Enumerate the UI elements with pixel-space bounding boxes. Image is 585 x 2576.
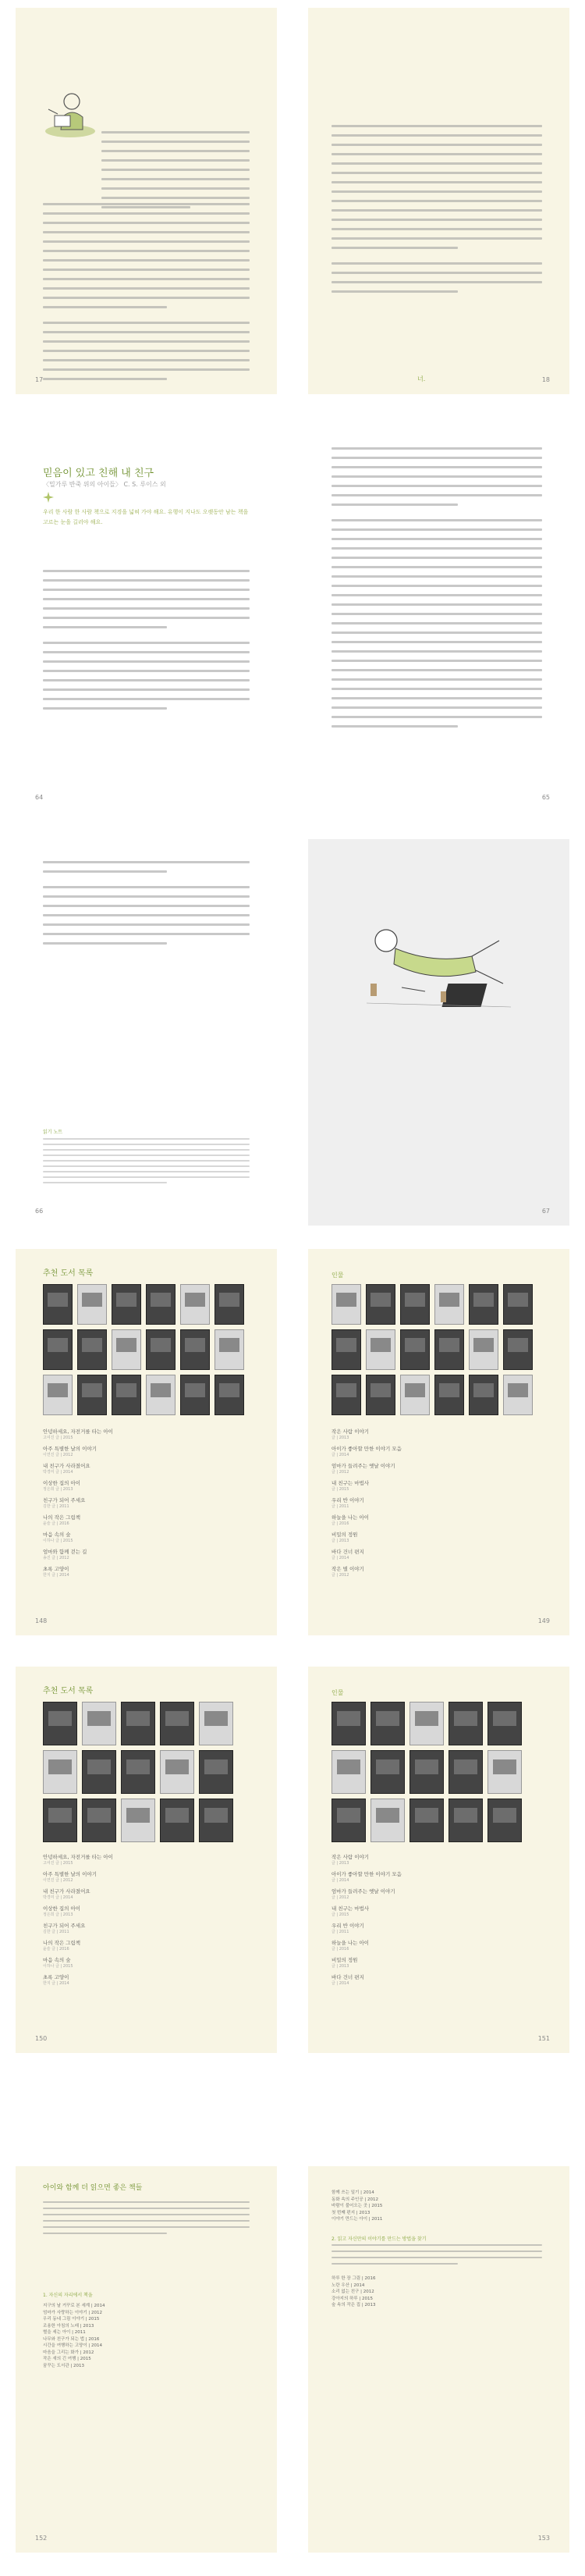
body-text: [43, 570, 250, 717]
book-cover-grid: [43, 1284, 244, 1415]
spread1-right-page: [308, 8, 569, 394]
page-number: 17: [35, 376, 44, 383]
section-label: 인물: [332, 1689, 344, 1696]
list-item: 우리 동네 그림 이야기 | 2015: [43, 2317, 100, 2322]
book-cover: [400, 1375, 430, 1415]
list-item: 이야기 만드는 아이 | 2011: [332, 2217, 383, 2222]
reading-note: [43, 1128, 250, 1187]
list-item: 꿈꾸는 도서관 | 2013: [43, 2363, 84, 2368]
list-item: 안녕하세요, 자전거를 타는 아이 고여진 글 | 2015: [43, 1429, 113, 1440]
list-item: 하늘을 나는 아이 글 | 2016: [332, 1514, 370, 1526]
spread5-left-page: [16, 1667, 277, 2053]
book-cover: [121, 1750, 155, 1794]
book-cover: [503, 1284, 533, 1325]
page-number: 66: [35, 1208, 44, 1215]
book-cover: [434, 1375, 464, 1415]
list-item: 마음 속의 숲 이하나 글 | 2015: [43, 1957, 73, 1969]
reading-list-heading: 아이와 함께 더 읽으면 좋은 책들: [43, 2184, 143, 2192]
reading-child-illustration: [39, 86, 101, 141]
page-number: 153: [537, 2535, 550, 2542]
book-cover: [43, 1702, 77, 1745]
list-item: 우리 반 이야기 글 | 2011: [332, 1497, 364, 1509]
list-item: 아주 특별한 날의 이야기 이연진 글 | 2012: [43, 1871, 97, 1883]
book-cover: [146, 1375, 176, 1415]
list-item: 아주 특별한 날의 이야기 이연진 글 | 2012: [43, 1446, 97, 1457]
list-item: 이상한 집의 아이 정은희 글 | 2013: [43, 1480, 81, 1492]
reading-list-top: [332, 2190, 542, 2223]
page-number: 148: [35, 1617, 48, 1624]
list-item: 초록 고양이 한지 글 | 2014: [43, 1974, 69, 1986]
list-item: 작은 새의 긴 여행 | 2015: [43, 2357, 91, 2361]
book-cover: [214, 1284, 244, 1325]
book-cover: [82, 1799, 116, 1842]
body-text-2: [43, 203, 250, 387]
page-number: 67: [541, 1208, 550, 1215]
spread6-right-page: [308, 2166, 569, 2553]
list-item: 나의 작은 그림책 윤슬 글 | 2016: [43, 1940, 81, 1952]
book-cover: [160, 1702, 194, 1745]
body-text: [332, 125, 542, 300]
body-text: [332, 447, 542, 735]
list-item: 비밀의 정원 글 | 2013: [332, 1957, 358, 1969]
book-cover: [121, 1702, 155, 1745]
list-item: 엄마가 들려주는 옛날 이야기 글 | 2012: [332, 1888, 395, 1900]
body-text: [332, 2244, 542, 2269]
list-item: 강아지의 하루 | 2015: [332, 2296, 373, 2301]
list-item: 숲 속의 작은 집 | 2013: [332, 2303, 376, 2307]
note-label: 읽기 노트: [43, 1130, 63, 1135]
list-item: 작은 사람 이야기 글 | 2013: [332, 1429, 370, 1440]
book-cover: [77, 1375, 107, 1415]
list-heading: 1. 자신의 자리에서 책을: [43, 2293, 93, 2298]
book-list: [332, 1854, 542, 1991]
list-item: 작은 사람 이야기 글 | 2013: [332, 1854, 370, 1866]
list-item: 함께 쓰는 일기 | 2014: [332, 2190, 374, 2195]
list-item: 마음을 그리는 화가 | 2012: [43, 2350, 94, 2355]
spread2-right-page: [308, 425, 569, 812]
book-cover: [214, 1329, 244, 1370]
book-cover: [469, 1329, 498, 1370]
list-item: 내 친구는 마법사 글 | 2015: [332, 1480, 370, 1492]
book-cover: [199, 1750, 233, 1794]
spread6-left-page: [16, 2166, 277, 2553]
book-cover: [332, 1702, 366, 1745]
list-item: 작은 별 이야기 글 | 2012: [332, 1566, 364, 1578]
book-cover: [410, 1702, 444, 1745]
section-label: 인물: [332, 1272, 344, 1279]
book-cover-grid: [332, 1702, 522, 1842]
list-item: 바다 건너 편지 글 | 2014: [332, 1549, 364, 1560]
list-item: 친구가 되어 주세요 김한 글 | 2011: [43, 1923, 86, 1934]
booklist-heading: 추천 도서 목록: [43, 1269, 94, 1278]
book-cover: [503, 1329, 533, 1370]
list-item: 하늘을 나는 아이 글 | 2016: [332, 1940, 370, 1952]
book-cover: [121, 1799, 155, 1842]
book-cover-grid: [332, 1284, 533, 1415]
list-item: 하루 한 장 그림 | 2016: [332, 2276, 376, 2281]
book-cover: [112, 1375, 141, 1415]
book-cover: [180, 1375, 210, 1415]
book-cover: [180, 1284, 210, 1325]
page-number: 18: [541, 376, 550, 383]
book-cover: [370, 1750, 405, 1794]
body-text: [43, 861, 250, 952]
reading-list: [43, 2303, 250, 2369]
list-item: 아이가 좋아할 만한 이야기 모음 글 | 2014: [332, 1871, 402, 1883]
page-number: 64: [35, 794, 44, 801]
book-cover: [199, 1702, 233, 1745]
list-item: 나의 작은 그림책 윤슬 글 | 2016: [43, 1514, 81, 1526]
reading-list: [332, 2275, 542, 2309]
book-cover: [469, 1284, 498, 1325]
book-cover: [469, 1375, 498, 1415]
book-cover: [43, 1284, 73, 1325]
book-cover: [366, 1375, 395, 1415]
spread1-left-page: [16, 8, 277, 394]
page-number: 150: [35, 2035, 48, 2042]
spread3-right-page: [308, 839, 569, 1226]
book-list: [43, 1854, 250, 1991]
list-item: 노란 우산 | 2014: [332, 2282, 365, 2288]
book-cover: [332, 1375, 361, 1415]
list-item: 안녕하세요, 자전거를 타는 아이 고여진 글 | 2015: [43, 1854, 113, 1866]
book-cover: [199, 1799, 233, 1842]
list-item: 우리 반 이야기 글 | 2011: [332, 1923, 364, 1934]
chapter-subtitle: 〈밀가루 반죽 위의 아이들〉 C. S. 루이스 외: [43, 481, 166, 488]
list-item: 소리 없는 친구 | 2012: [332, 2290, 374, 2294]
list-item: 동화 속의 주인공 | 2012: [332, 2197, 379, 2202]
spread3-left-page: [16, 839, 277, 1226]
page-number: 151: [537, 2035, 550, 2042]
list-item: 비밀의 정원 글 | 2013: [332, 1532, 358, 1543]
spread4-left-page: [16, 1249, 277, 1635]
book-cover: [370, 1799, 405, 1842]
book-cover: [77, 1284, 107, 1325]
spread4-right-page: [308, 1249, 569, 1635]
book-cover: [77, 1329, 107, 1370]
book-cover: [370, 1702, 405, 1745]
book-cover: [160, 1750, 194, 1794]
book-cover: [488, 1750, 522, 1794]
list-item: 나무와 친구가 되는 법 | 2016: [43, 2336, 100, 2342]
book-cover: [146, 1284, 176, 1325]
book-cover: [366, 1284, 395, 1325]
book-cover: [43, 1799, 77, 1842]
list-item: 엄마가 들려주는 옛날 이야기 글 | 2012: [332, 1463, 395, 1475]
book-cover: [448, 1750, 483, 1794]
book-cover: [180, 1329, 210, 1370]
book-cover: [82, 1750, 116, 1794]
spread5-right-page: [308, 1667, 569, 2053]
book-cover: [434, 1329, 464, 1370]
list-item: 별을 세는 아이 | 2011: [43, 2330, 86, 2335]
list-item: 내 친구가 사라졌어요 박경미 글 | 2014: [43, 1888, 90, 1900]
book-cover: [43, 1375, 73, 1415]
book-list: [332, 1429, 542, 1583]
book-cover: [146, 1329, 176, 1370]
book-cover: [488, 1702, 522, 1745]
body-text: [43, 2201, 250, 2239]
book-cover: [434, 1284, 464, 1325]
spread2-left-page: [16, 425, 277, 812]
book-cover: [43, 1329, 73, 1370]
book-cover: [503, 1375, 533, 1415]
list-item: 바다 건너 편지 글 | 2014: [332, 1974, 364, 1986]
booklist-heading: 추천 도서 목록: [43, 1687, 94, 1695]
intro-text: 우리 한 사람 한 사람 책으로 지경을 넓혀 가야 해요. 유행이 지나도 오랫동안 남는 책을 고르는 눈을 길러야 해요.: [43, 509, 249, 525]
book-cover: [112, 1284, 141, 1325]
sparkle-icon: [43, 492, 54, 503]
book-cover: [332, 1329, 361, 1370]
book-list: [43, 1429, 250, 1583]
list-item: 내 친구는 마법사 글 | 2015: [332, 1905, 370, 1917]
list-item: 조용한 아침의 노래 | 2013: [43, 2323, 94, 2329]
book-cover: [332, 1284, 361, 1325]
list-item: 지구의 날 거꾸로 본 세계 | 2014: [43, 2304, 105, 2308]
book-cover: [448, 1702, 483, 1745]
list-item: 이상한 집의 아이 정은희 글 | 2013: [43, 1905, 81, 1917]
book-cover: [410, 1750, 444, 1794]
book-cover: [82, 1702, 116, 1745]
list-item: 엄마가 사랑하는 이야기 | 2012: [43, 2310, 102, 2315]
book-cover: [400, 1329, 430, 1370]
book-cover: [112, 1329, 141, 1370]
book-cover: [214, 1375, 244, 1415]
list-item: 바람이 불어오는 곳 | 2015: [332, 2204, 383, 2208]
book-cover: [400, 1284, 430, 1325]
chapter-title: 믿음이 있고 친해 내 친구: [43, 468, 154, 479]
list-heading: 2. 읽고 자신만의 이야기를 만드는 방법을 찾기: [332, 2236, 427, 2242]
page-number: 149: [537, 1617, 550, 1624]
list-item: 친구가 되어 주세요 김한 글 | 2011: [43, 1497, 86, 1509]
book-cover: [332, 1799, 366, 1842]
book-cover: [448, 1799, 483, 1842]
book-cover: [410, 1799, 444, 1842]
list-item: 초록 고양이 한지 글 | 2014: [43, 1566, 69, 1578]
chapter-label: 너.: [417, 375, 426, 382]
list-item: 내 친구가 사라졌어요 박경미 글 | 2014: [43, 1463, 90, 1475]
book-cover: [332, 1750, 366, 1794]
list-item: 시간을 여행하는 고양이 | 2014: [43, 2343, 102, 2348]
book-cover: [366, 1329, 395, 1370]
book-cover: [160, 1799, 194, 1842]
book-cover-grid: [43, 1702, 233, 1842]
book-cover: [488, 1799, 522, 1842]
page-number: 65: [541, 794, 550, 801]
list-item: 첫 번째 편지 | 2013: [332, 2210, 370, 2215]
book-cover: [43, 1750, 77, 1794]
child-lying-illustration: [355, 909, 519, 1019]
list-item: 아이가 좋아할 만한 이야기 모음 글 | 2014: [332, 1446, 402, 1457]
list-item: 마음 속의 숲 이하나 글 | 2015: [43, 1532, 73, 1543]
page-number: 152: [35, 2535, 48, 2542]
list-item: 엄마와 함께 걷는 길 송진 글 | 2012: [43, 1549, 87, 1560]
